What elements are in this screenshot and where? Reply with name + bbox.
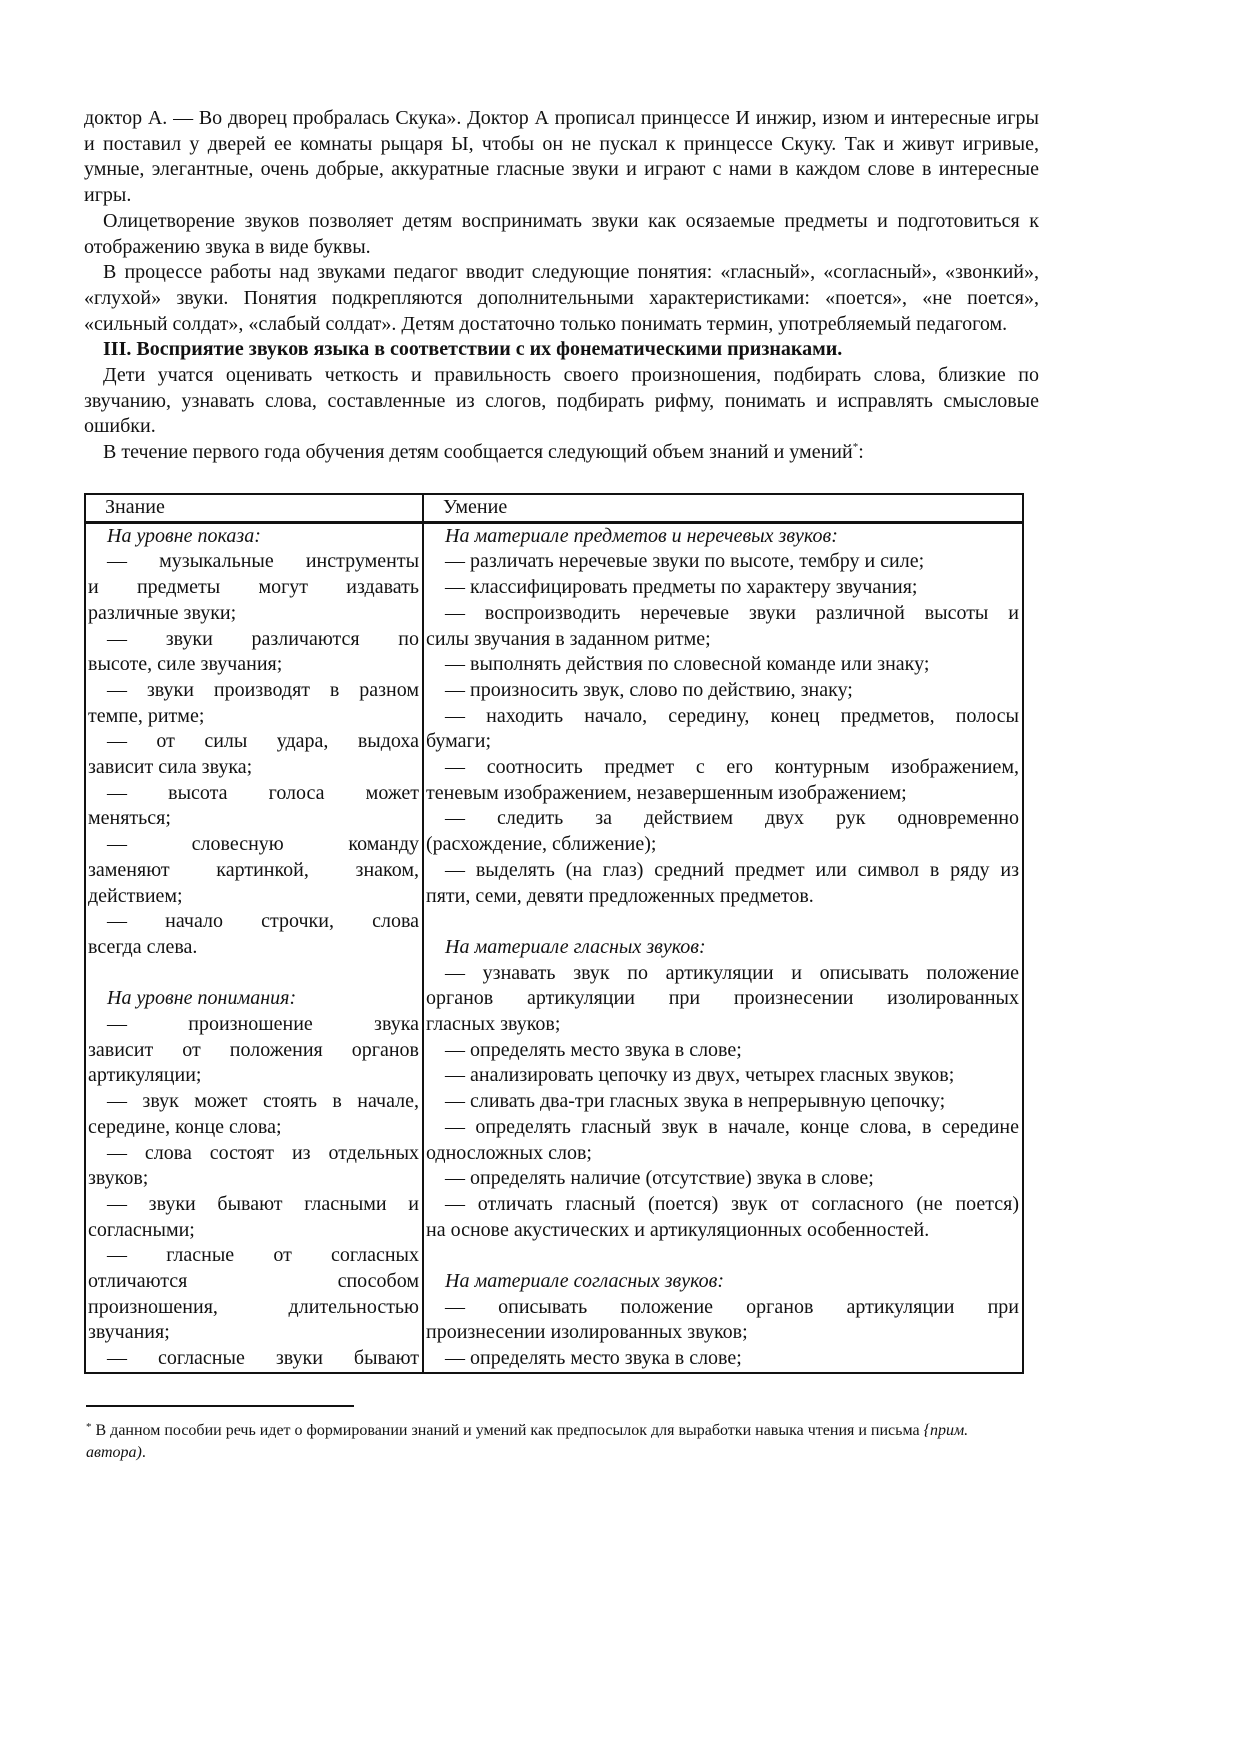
footnote-mark: * [86,1421,92,1433]
cell-line: зависит сила звука; [88,756,253,779]
cell-line: — определять наличие (отсутствие) звука в слове; [445,1167,874,1190]
cell-line: — звуки различаются по [107,627,419,650]
subsection-label: На материале гласных звуков: [445,935,706,958]
cell-line: пяти, семи, девяти предложенных предметов. [426,884,814,907]
cell-line: — описывать положение органов артикуляции при [445,1295,1019,1318]
cell-line: — определять гласный звук в начале, конце слова, в середине [445,1115,1019,1138]
cell-line: (расхождение, сближение); [426,833,657,856]
column-header-knowledge: Знание [85,494,423,522]
cell-line: — звуки производят в разном [107,678,419,701]
cell-line: — выполнять действия по словесной команде или знаку; [445,653,930,676]
cell-line: — гласные от согласных [107,1244,419,1267]
cell-line: — произношение звука [107,1013,419,1036]
cell-line: гласных звуков; [426,1013,561,1036]
paragraph-personification: Олицетворение звуков позволяет детям воспринимать звуки как осязаемые предметы и подготовиться к отображению звука в виде буквы. [84,209,1039,258]
paragraph-phonemic: Дети учатся оценивать четкость и правильность своего произношения, подбирать слова, близкие по звучанию, узнавать слова, составленные из слогов, подбирать рифму, понимать и исправлять смысловые ошибки. [84,364,1039,438]
cell-line: заменяют картинкой, знаком, [88,858,419,881]
cell-line: — определять место звука в слове; [445,1038,742,1061]
footnote-reference[interactable]: * [852,441,859,454]
cell-line: — согласные звуки бывают [107,1347,419,1370]
page-body [84,106,1039,466]
cell-line: — от силы удара, выдоха [107,730,419,753]
cell-line: — находить начало, середину, конец предметов, полосы [445,704,1019,727]
footnote [86,1420,1026,1464]
cell-line: — словесную команду [107,833,419,856]
footnote-divider [86,1405,354,1407]
cell-line: меняться; [88,807,171,830]
cell-line: — отличать гласный (поется) звук от согласного (не поется) [445,1192,1019,1215]
cell-line: отличаются способом [88,1270,419,1293]
footnote-author-note: {прим. автора) [86,1422,969,1461]
skills-cell [423,522,1023,1373]
section-heading: III. Восприятие звуков языка в соответствии с их фонематическими признаками. [103,338,843,361]
cell-line: — слова состоят из отдельных [107,1141,419,1164]
cell-line: бумаги; [426,730,492,753]
cell-line: — высота голоса может [107,781,419,804]
cell-line: зависит от положения органов [88,1038,419,1061]
cell-line: звучания; [88,1321,170,1344]
cell-line [426,1243,1019,1269]
subsection-label: На материале согласных звуков: [445,1270,725,1293]
cell-line: — музыкальные инструменты [107,550,419,573]
cell-line: звуков; [88,1167,149,1190]
cell-line: различные звуки; [88,601,237,624]
cell-line: темпе, ритме; [88,704,205,727]
cell-line [88,961,419,987]
subsection-label: На уровне показа: [107,524,261,547]
cell-line: согласными; [88,1218,195,1241]
cell-line: — анализировать цепочку из двух, четырех гласных звуков; [445,1064,955,1087]
cell-line: — звуки бывают гласными и [107,1192,419,1215]
table-intro-colon: : [858,441,864,464]
paragraph-table-intro [84,440,1039,466]
cell-line: середине, конце слова; [88,1115,282,1138]
cell-line: органов артикуляции при произнесении изолированных [426,987,1019,1010]
cell-line: — произносить звук, слово по действию, знаку; [445,678,853,701]
cell-line: высоте, силе звучания; [88,653,283,676]
table-intro-text: В течение первого года обучения детям сообщается следующий объем знаний и умений [103,441,853,464]
cell-line: — воспроизводить неречевые звуки различной высоты и [445,601,1019,624]
paragraph-story-end: доктор А. — Во дворец пробралась Скука». Доктор А прописал принцессе И инжир, изюм и интересные игры и поставил у дверей ее комнаты рыцаря Ы, чтобы он не пускал к принцессе Скуку. Так и живут игривые, умные, элегантные, очень добрые, аккуратные гласные звуки и играют с нами в каждом слове в интересные игры. [84,107,1039,207]
table-header-row [85,494,1023,522]
subsection-label: На уровне понимания: [107,987,297,1010]
cell-line: произношения, длительностью [88,1295,419,1318]
table-row [85,522,1023,1373]
column-header-skills: Умение [423,494,1023,522]
knowledge-skills-table [84,493,1024,1374]
cell-line: теневым изображением, незавершенным изображением; [426,781,907,804]
cell-line [426,909,1019,935]
cell-line: — классифицировать предметы по характеру звучания; [445,576,918,599]
knowledge-cell [85,522,423,1373]
cell-line: — соотносить предмет с его контурным изображением, [445,756,1019,779]
cell-line: на основе акустических и артикуляционных особенностей. [426,1218,930,1241]
cell-line: действием; [88,884,183,907]
cell-line: — различать неречевые звуки по высоте, тембру и силе; [445,550,925,573]
cell-line: — следить за действием двух рук одновременно [445,807,1019,830]
cell-line: — начало строчки, слова [107,910,419,933]
cell-line: — выделять (на глаз) средний предмет или символ в ряду из [445,858,1019,881]
cell-line: и предметы могут издавать [88,576,419,599]
subsection-label: На материале предметов и неречевых звуков: [445,524,838,547]
cell-line: силы звучания в заданном ритме; [426,627,711,650]
cell-line: — узнавать звук по артикуляции и описывать положение [445,961,1019,984]
footnote-period: . [141,1444,146,1461]
cell-line: артикуляции; [88,1064,202,1087]
cell-line: всегда слева. [88,935,198,958]
cell-line: односложных слов; [426,1141,592,1164]
cell-line: — сливать два-три гласных звука в непрерывную цепочку; [445,1090,946,1113]
paragraph-concepts: В процессе работы над звуками педагог вводит следующие понятия: «гласный», «согласный», «звонкий», «глухой» звуки. Понятия подкрепляются дополнительными характеристиками: «поется», «не поется», «сильный солдат», «слабый солдат». Детям достаточно только понимать термин, употребляемый педагогом. [84,261,1039,335]
cell-line: — звук может стоять в начале, [107,1090,419,1113]
footnote-text: В данном пособии речь идет о формировании знаний и умений как предпосылок для выработки навыка чтения и письма [91,1422,924,1439]
cell-line: — определять место звука в слове; [445,1347,742,1370]
cell-line: произнесении изолированных звуков; [426,1321,748,1344]
